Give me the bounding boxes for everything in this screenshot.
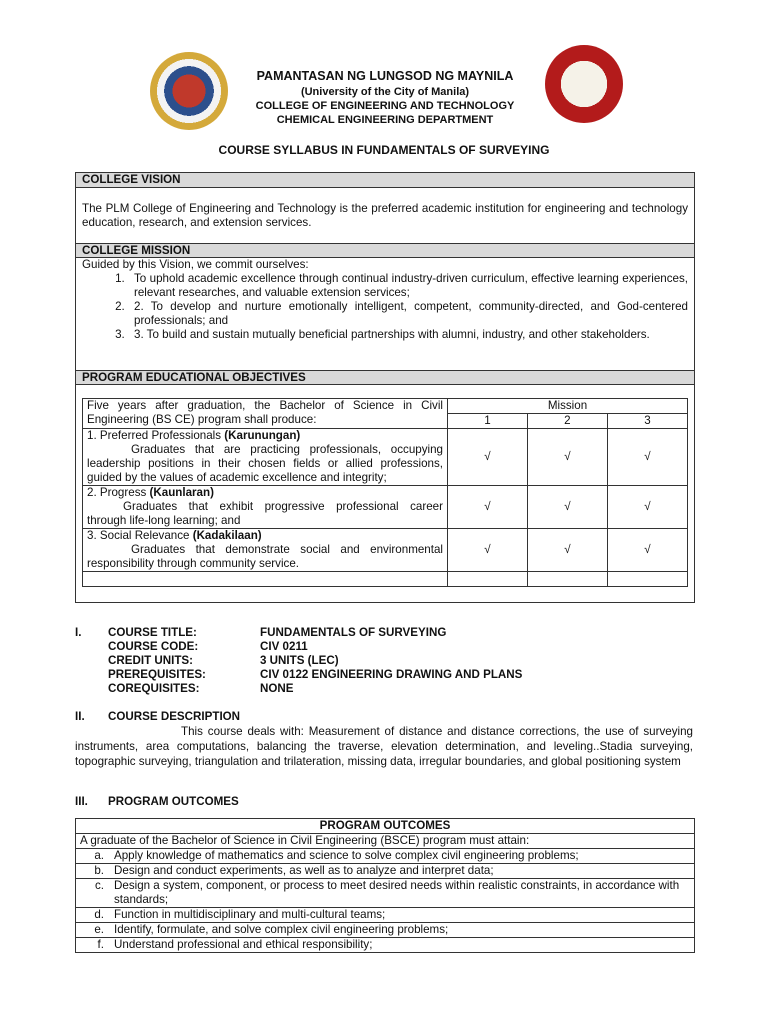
- mission-col-3: 3: [607, 414, 687, 429]
- peo-title: 3. Social Relevance: [87, 529, 193, 542]
- course-label: PREREQUISITES:: [108, 668, 206, 681]
- mission-item: 1. To uphold academic excellence through continual industry-driven curriculum, effective learning experiences, relevant researches, and valuable extension services;: [128, 272, 694, 300]
- outcome-text: Apply knowledge of mathematics and science to solve complex civil engineering problems;: [114, 849, 579, 862]
- outcome-text: Design a system, component, or process to meet desired needs within realistic constraints, in accordance with standards;: [114, 879, 680, 906]
- syllabus-title: COURSE SYLLABUS IN FUNDAMENTALS OF SURVEYING: [218, 143, 550, 157]
- peo-title: 1. Preferred Professionals: [87, 429, 225, 442]
- mission-column-header: Mission: [448, 399, 688, 414]
- outcomes-heading: PROGRAM OUTCOMES: [108, 795, 239, 808]
- mission-col-1: 1: [448, 414, 528, 429]
- section-iii-number: III.: [75, 795, 88, 808]
- course-value: FUNDAMENTALS OF SURVEYING: [260, 626, 447, 639]
- outcome-text: Design and conduct experiments, as well as to analyze and interpret data;: [114, 864, 494, 877]
- check-mark: √: [527, 429, 607, 486]
- section-ii-number: II.: [75, 710, 85, 723]
- mission-intro: Guided by this Vision, we commit ourselves:: [82, 258, 309, 271]
- check-mark: √: [527, 486, 607, 529]
- check-mark: √: [448, 429, 528, 486]
- peo-desc: Graduates that demonstrate social and environmental responsibility through community service.: [87, 543, 443, 570]
- vision-heading: COLLEGE VISION: [76, 173, 694, 188]
- peo-row: [83, 529, 688, 572]
- course-label: CREDIT UNITS:: [108, 654, 194, 667]
- mission-item: 3. 3. To build and sustain mutually beneficial partnerships with alumni, industry, and other stakeholders.: [128, 328, 694, 342]
- outcome-letter: c.: [94, 879, 104, 892]
- check-mark: √: [607, 429, 687, 486]
- outcome-letter: a.: [94, 849, 104, 862]
- course-label: COREQUISITES:: [108, 682, 200, 695]
- vision-text: The PLM College of Engineering and Technology is the preferred academic institution for engineering and technology education, research, and extension services.: [82, 202, 688, 229]
- check-mark: √: [527, 529, 607, 572]
- course-info: [108, 626, 522, 696]
- outcome-letter: f.: [97, 938, 104, 951]
- mission-item: 2. 2. To develop and nurture emotionally intelligent, competent, community-directed, and God-centered professionals; and: [128, 300, 694, 328]
- course-value: NONE: [260, 682, 294, 695]
- peo-desc: Graduates that exhibit progressive professional career through life-long learning; and: [87, 500, 443, 527]
- mission-heading: COLLEGE MISSION: [76, 243, 694, 258]
- peo-table: [82, 398, 688, 587]
- check-mark: √: [448, 486, 528, 529]
- peo-row: [83, 486, 688, 529]
- peo-heading: PROGRAM EDUCATIONAL OBJECTIVES: [76, 370, 694, 385]
- outcome-letter: d.: [94, 908, 104, 921]
- college-name: COLLEGE OF ENGINEERING AND TECHNOLOGY: [255, 100, 515, 112]
- peo-title: 2. Progress: [87, 486, 150, 499]
- check-mark: √: [448, 529, 528, 572]
- department-name: CHEMICAL ENGINEERING DEPARTMENT: [276, 114, 494, 126]
- check-mark: √: [607, 486, 687, 529]
- college-info-box: [75, 172, 695, 603]
- outcomes-table: [75, 818, 695, 953]
- university-subtitle: (University of the City of Manila): [300, 86, 470, 98]
- course-value: CIV 0122 ENGINEERING DRAWING AND PLANS: [260, 668, 523, 681]
- outcomes-intro: A graduate of the Bachelor of Science in Civil Engineering (BSCE) program must attain:: [76, 834, 695, 849]
- peo-row: [83, 429, 688, 486]
- peo-tag: (Karunungan): [224, 429, 301, 442]
- course-value: 3 UNITS (LEC): [260, 654, 339, 667]
- course-label: COURSE TITLE:: [108, 626, 197, 639]
- outcome-text: Identify, formulate, and solve complex civil engineering problems;: [114, 923, 449, 936]
- peo-tag: (Kadakilaan): [192, 529, 262, 542]
- outcome-letter: b.: [94, 864, 104, 877]
- mission-list: [76, 272, 694, 370]
- description-heading: COURSE DESCRIPTION: [108, 710, 241, 723]
- course-value: CIV 0211: [260, 640, 308, 653]
- university-name: PAMANTASAN NG LUNGSOD NG MAYNILA: [256, 69, 514, 83]
- mission-col-2: 2: [527, 414, 607, 429]
- check-mark: √: [607, 529, 687, 572]
- outcome-letter: e.: [94, 923, 104, 936]
- outcome-text: Understand professional and ethical responsibility;: [114, 938, 373, 951]
- outcome-text: Function in multidisciplinary and multi-cultural teams;: [114, 908, 386, 921]
- outcomes-table-heading: PROGRAM OUTCOMES: [76, 819, 695, 834]
- course-label: COURSE CODE:: [108, 640, 199, 653]
- description-text: This course deals with: Measurement of distance and distance corrections, the use of surveying instruments, area computations, balancing the traverse, elevation determination, and leveling..Stadia surveying, topographic surveying, triangulation and trilateration, missing data, irregular boundaries, and global positioning system: [75, 725, 693, 768]
- peo-intro: Five years after graduation, the Bachelor of Science in Civil Engineering (BS CE) program shall produce:: [83, 399, 448, 429]
- peo-desc: Graduates that are practicing professionals, occupying leadership positions in their chosen fields or allied professions, guided by the values of academic excellence and integrity;: [87, 443, 443, 484]
- peo-tag: (Kaunlaran): [149, 486, 214, 499]
- section-i-number: I.: [75, 626, 82, 639]
